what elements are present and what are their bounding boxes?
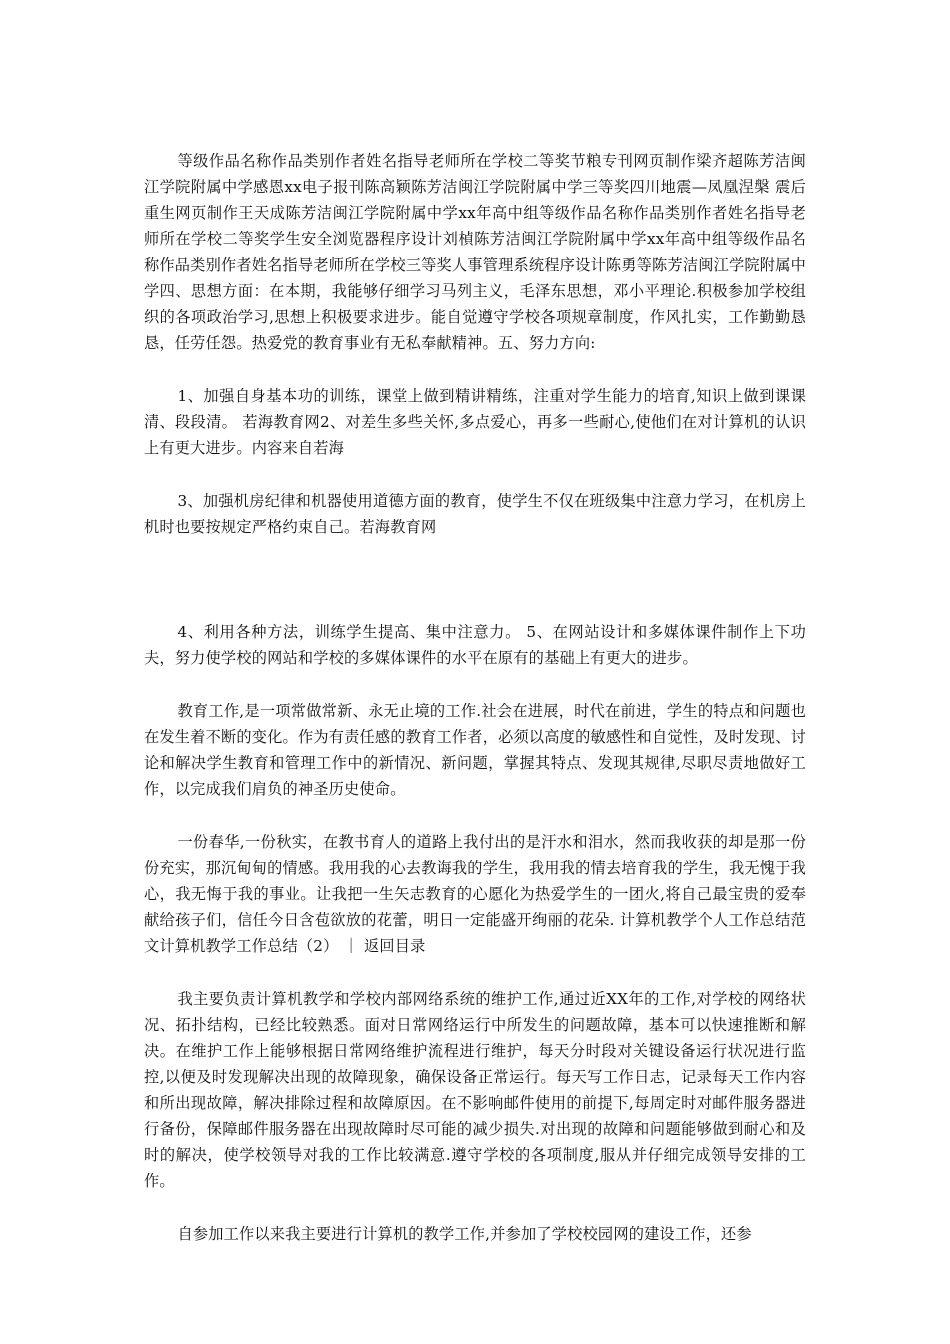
document-body bbox=[144, 148, 806, 1247]
paragraph-direction-1-2: 1、加强自身基本功的训练，课堂上做到精讲精练，注重对学生能力的培育,知识上做到课课清、段段清。 若海教育网2、对差生多些关怀,多点爱心，再多一些耐心,使他们在对计算机的认识上有更大进步。内容来自若海 bbox=[144, 387, 806, 457]
paragraph-teaching-work: 自参加工作以来我主要进行计算机的教学工作,并参加了学校校园网的建设工作，还参 bbox=[177, 1225, 752, 1243]
paragraph-direction-4-5: 4、利用各种方法，训练学生提高、集中注意力。 5、在网站设计和多媒体课件制作上下功夫，努力使学校的网站和学校的多媒体课件的水平在原有的基础上有更大的进步。 bbox=[144, 623, 806, 667]
paragraph-reflection: 一份春华,一份秋实，在教书育人的道路上我付出的是汗水和泪水，然而我收获的却是那一份份充实，那沉甸甸的情感。我用我的心去教诲我的学生，我用我的情去培育我的学生，我无愧于我心，我无悔于我的事业。让我把一生矢志教育的心愿化为热爱学生的一团火,将自己最宝贵的爱奉献给孩子们，信任今日含苞欲放的花蕾，明日一定能盛开绚丽的花朵. 计算机教学个人工作总结范文计算机教学工作总结（2） ｜ 返回目录 bbox=[144, 833, 806, 955]
paragraph-awards-and-ideology: 等级作品名称作品类别作者姓名指导老师所在学校二等奖节粮专刊网页制作梁齐超陈芳洁闽江学院附属中学感恩xx电子报刊陈高颖陈芳洁闽江学院附属中学三等奖四川地震—凤凰涅槃 震后重生网页制作王天成陈芳洁闽江学院附属中学xx年高中组等级作品名称作品类别作者姓名指导老师所在学校二等奖学生安全浏览器程序设计刘楨陈芳洁闽江学院附属中学xx年高中组等级作品名称作品类别作者姓名指导老师所在学校三等奖人事管理系统程序设计陈勇等陈芳洁闽江学院附属中学四、思想方面：在本期，我能够仔细学习马列主义，毛泽东思想，邓小平理论.积极参加学校组织的各项政治学习,思想上积极要求进步。能自觉遵守学校各项规章制度，作风扎实，工作勤勤恳恳，任劳任怨。热爱党的教育事业有无私奉献精神。五、努力方向: bbox=[144, 152, 806, 352]
paragraph-education-work: 教育工作,是一项常做常新、永无止境的工作.社会在进展，时代在前进，学生的特点和问题也在发生着不断的变化。作为有责任感的教育工作者，必须以高度的敏感性和自觉性，及时发现、讨论和解决学生教育和管理工作中的新情况、新问题，掌握其特点、发现其规律,尽职尽责地做好工作，以完成我们肩负的神圣历史使命。 bbox=[144, 702, 806, 798]
paragraph-direction-3: 3、加强机房纪律和机器使用道德方面的教育，使学生不仅在班级集中注意力学习，在机房上机时也要按规定严格约束自己。若海教育网 bbox=[144, 492, 806, 536]
paragraph-network-maintenance: 我主要负责计算机教学和学校内部网络系统的维护工作,通过近XX年的工作,对学校的网络状况、拓扑结构，已经比较熟悉。面对日常网络运行中所发生的问题故障，基本可以快速推断和解决。在维护工作上能够根据日常网络维护流程进行维护，每天分时段对关键设备运行状况进行监控,以便及时发现解决出现的故障现象，确保设备正常运行。每天写工作日志，记录每天工作内容和所出现故障，解决排除过程和故障原因。在不影响邮件使用的前提下,每周定时对邮件服务器进行备份，保障邮件服务器在出现故障时尽可能的减少损失.对出现的故障和问题能够做到耐心和及时的解决，使学校领导对我的工作比较满意.遵守学校的各项制度,服从并仔细完成领导安排的工作。 bbox=[144, 990, 806, 1190]
